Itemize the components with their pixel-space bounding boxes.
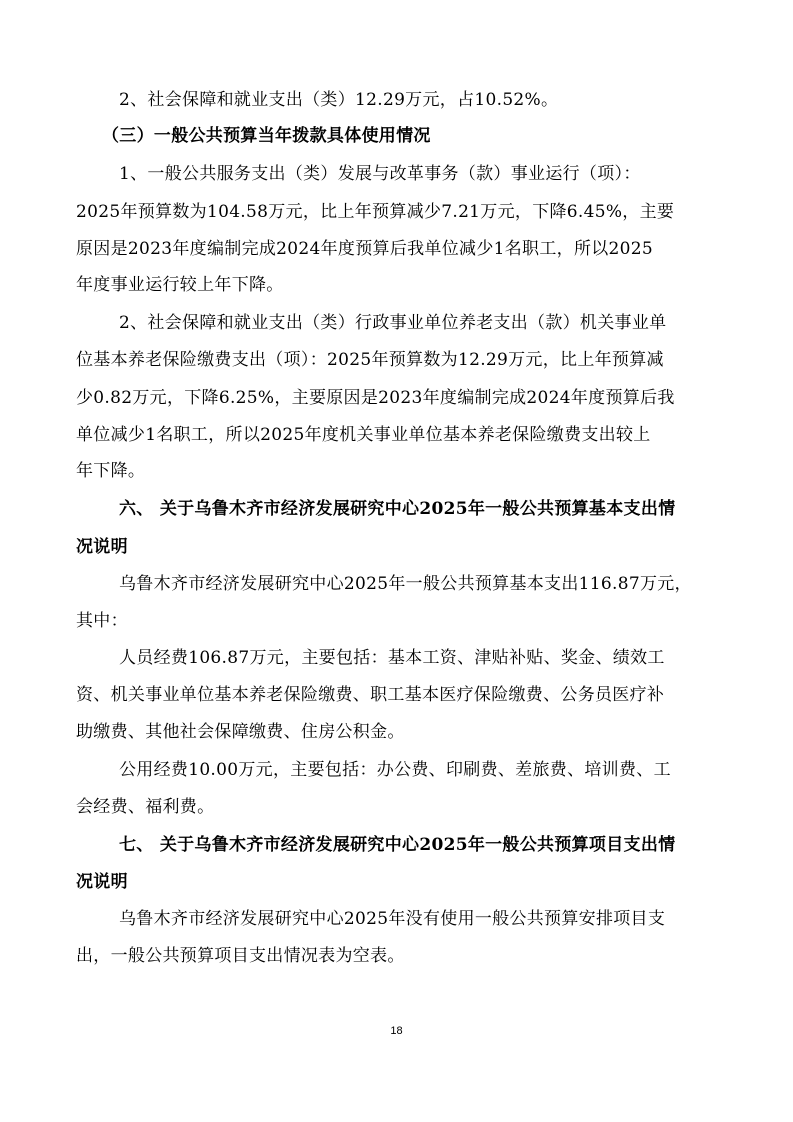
- text-line: 少0.82万元，下降6.25%，主要原因是2023年度编制完成2024年度预算后我: [76, 388, 675, 408]
- section-heading: 七、 关于乌鲁木齐市经济发展研究中心2025年一般公共预算项目支出情: [119, 835, 676, 855]
- text-line: 出，一般公共预算项目支出情况表为空表。: [76, 946, 405, 966]
- text-line: 2、社会保障和就业支出（类）行政事业单位养老支出（款）机关事业单: [119, 313, 667, 333]
- section-heading: 况说明: [76, 872, 128, 892]
- text-line: 2、社会保障和就业支出（类）12.29万元，占10.52%。: [119, 90, 559, 110]
- text-line: 其中：: [76, 611, 128, 631]
- text-line: 位基本养老保险缴费支出（项）：2025年预算数为12.29万元，比上年预算减: [76, 350, 664, 370]
- page-number: 18: [390, 1025, 403, 1037]
- text-line: 1、一般公共服务支出（类）发展与改革事务（款）事业运行（项）：: [119, 164, 641, 184]
- text-line: 原因是2023年度编制完成2024年度预算后我单位减少1名职工，所以2025: [76, 239, 654, 259]
- text-line: 会经费、福利费。: [76, 797, 215, 817]
- text-line: 资、机关事业单位基本养老保险缴费、职工基本医疗保险缴费、公务员医疗补: [76, 685, 665, 705]
- text-line: 人员经费106.87万元，主要包括：基本工资、津贴补贴、奖金、绩效工: [119, 648, 665, 668]
- text-line: 单位减少1名职工，所以2025年度机关事业单位基本养老保险缴费支出较上: [76, 425, 651, 445]
- text-line: 助缴费、其他社会保障缴费、住房公积金。: [76, 722, 405, 742]
- section-heading: （三）一般公共预算当年拨款具体使用情况: [102, 126, 431, 146]
- text-line: 公用经费10.00万元，主要包括：办公费、印刷费、差旅费、培训费、工: [119, 760, 671, 780]
- text-line: 乌鲁木齐市经济发展研究中心2025年一般公共预算基本支出116.87万元，: [119, 574, 692, 594]
- section-heading: 况说明: [76, 537, 128, 557]
- text-line: 乌鲁木齐市经济发展研究中心2025年没有使用一般公共预算安排项目支: [119, 909, 666, 929]
- text-line: 年下降。: [76, 461, 146, 481]
- text-line: 年度事业运行较上年下降。: [76, 275, 284, 295]
- text-line: 2025年预算数为104.58万元，比上年预算减少7.21万元，下降6.45%，主要: [76, 202, 675, 222]
- section-heading: 六、 关于乌鲁木齐市经济发展研究中心2025年一般公共预算基本支出情: [119, 499, 676, 519]
